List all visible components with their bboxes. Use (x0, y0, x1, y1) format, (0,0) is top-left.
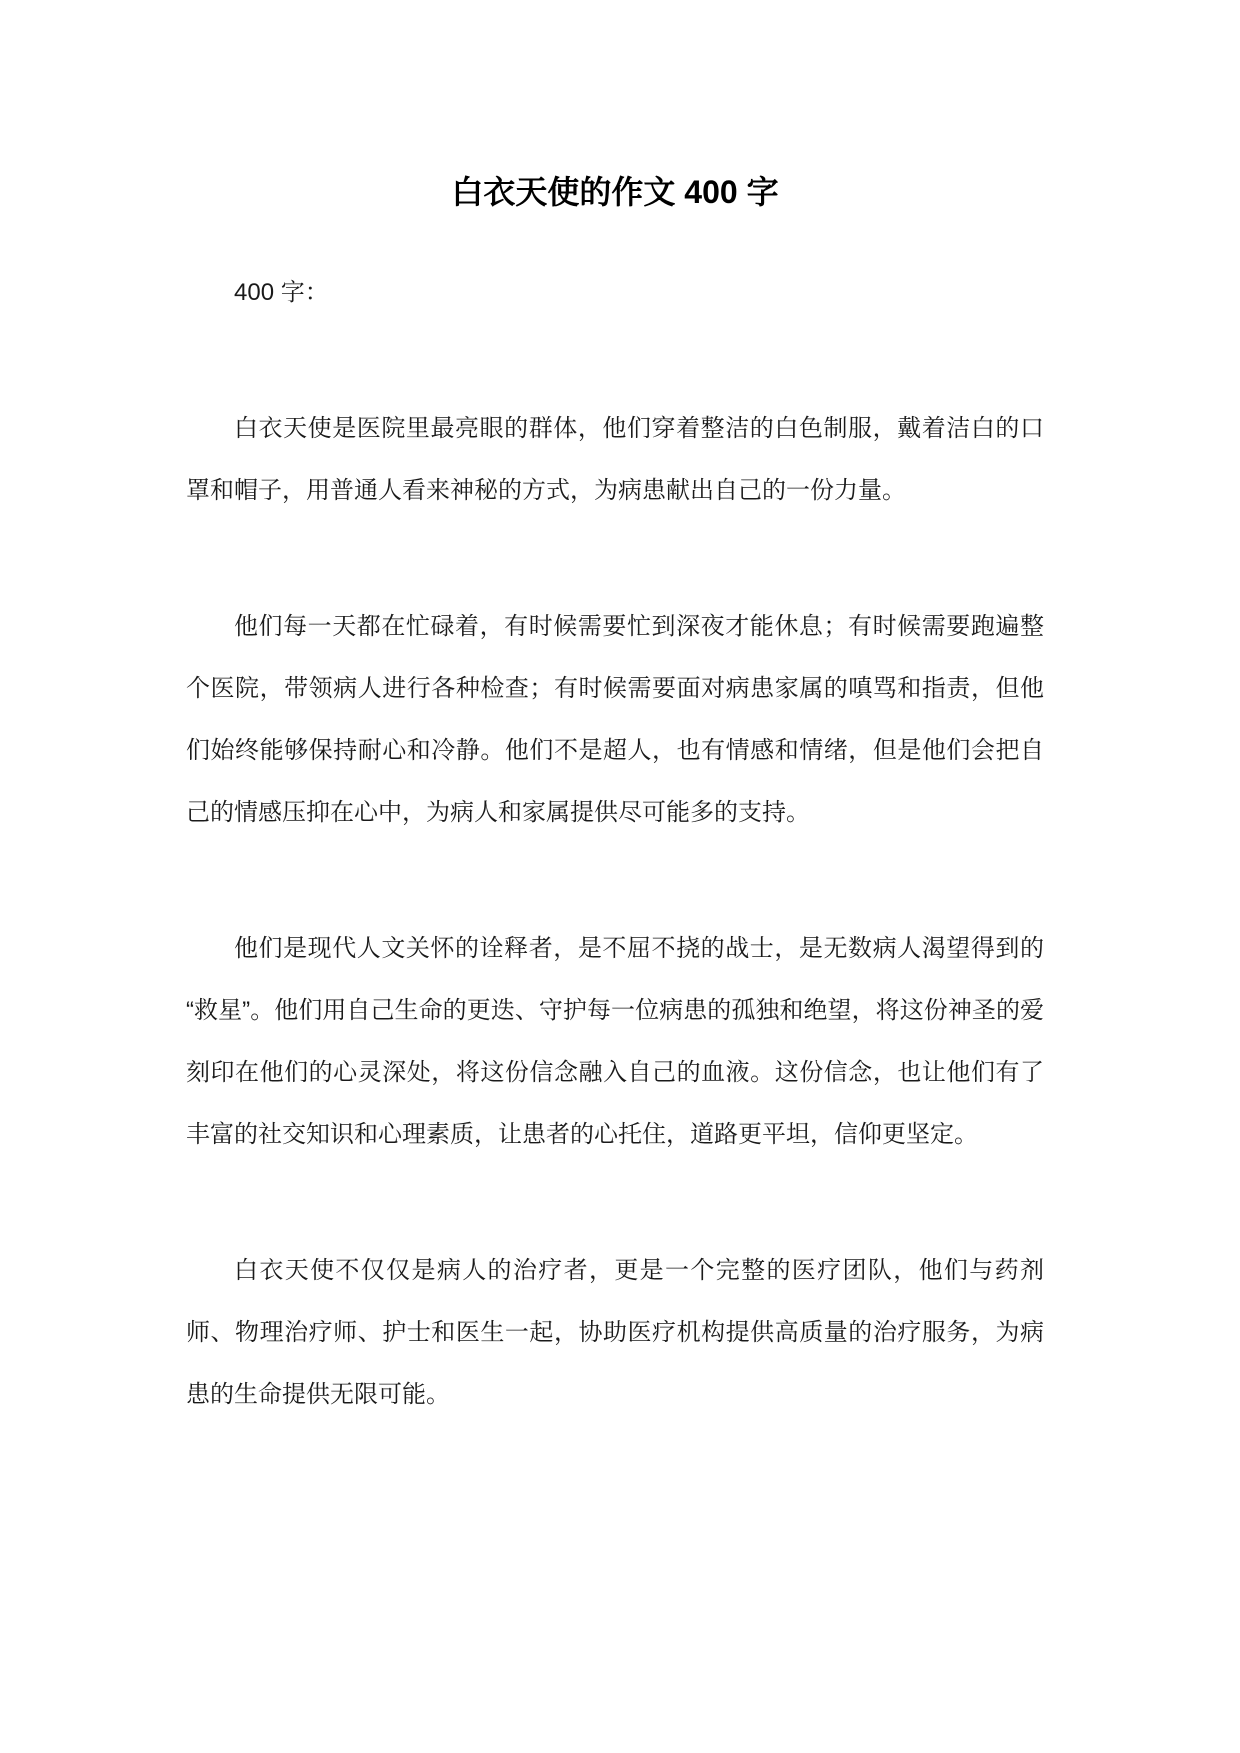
essay-paragraph-1: 白衣天使是医院里最亮眼的群体，他们穿着整洁的白色制服，戴着洁白的口罩和帽子，用普通人看来神秘的方式，为病患献出自己的一份力量。 (186, 415, 1044, 504)
essay-paragraph-2: 他们每一天都在忙碌着，有时候需要忙到深夜才能休息；有时候需要跑遍整个医院，带领病人进行各种检查；有时候需要面对病患家属的嗔骂和指责，但他们始终能够保持耐心和冷静。他们不是超人，也有情感和情绪，但是他们会把自己的情感压抑在心中，为病人和家属提供尽可能多的支持。 (186, 613, 1044, 826)
document-title: 白衣天使的作文 400 字 (451, 174, 779, 210)
essay-paragraph-4: 白衣天使不仅仅是病人的治疗者，更是一个完整的医疗团队，他们与药剂师、物理治疗师、护士和医生一起，协助医疗机构提供高质量的治疗服务，为病患的生命提供无限可能。 (186, 1257, 1044, 1408)
essay-paragraph-3: 他们是现代人文关怀的诠释者，是不屈不挠的战士，是无数病人渴望得到的“救星”。他们用自己生命的更迭、守护每一位病患的孤独和绝望，将这份神圣的爱刻印在他们的心灵深处，将这份信念融入自己的血液。这份信念，也让他们有了丰富的社交知识和心理素质，让患者的心托住，道路更平坦，信仰更坚定。 (186, 935, 1044, 1148)
word-count-label: 400 字： (234, 279, 329, 306)
